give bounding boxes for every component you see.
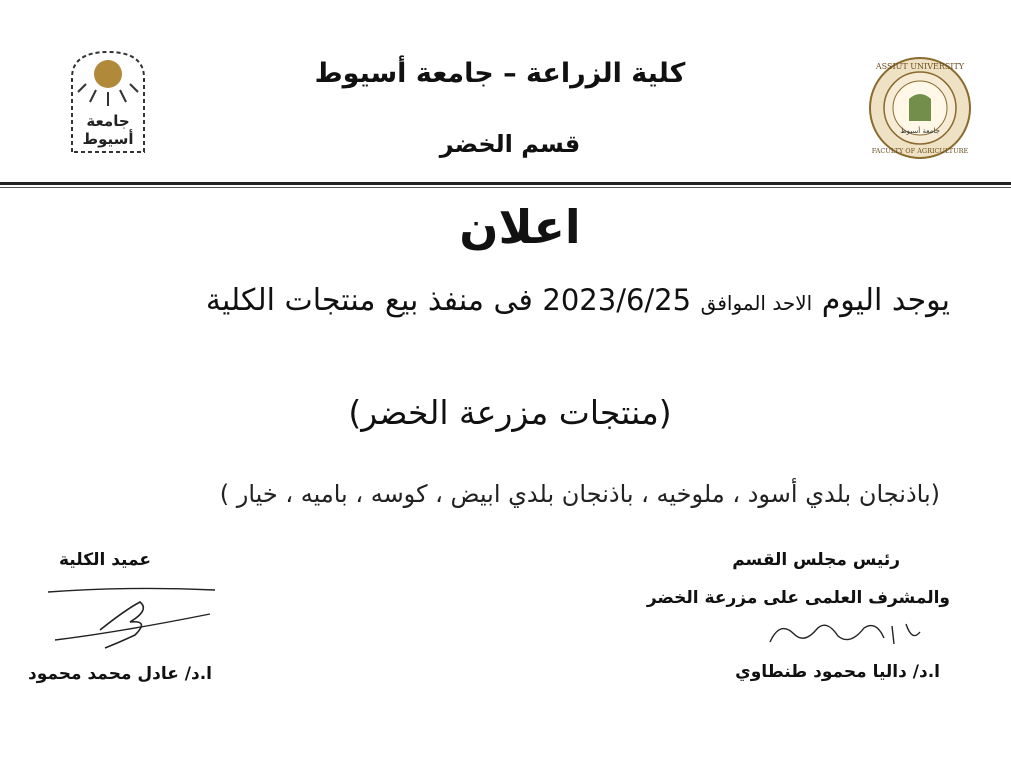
header-divider <box>0 182 1011 185</box>
department-heading: قسم الخضر <box>439 130 581 158</box>
svg-text:جامعة أسيوط: جامعة أسيوط <box>900 127 940 135</box>
dean-name: ا.د/ عادل محمد محمود <box>28 664 212 684</box>
announcement-start: يوجد اليوم <box>821 283 950 318</box>
announcement-end: فى منفذ بيع منتجات الكلية <box>205 283 533 318</box>
announcement-title: اعلان <box>459 200 581 254</box>
dean-title: عميد الكلية <box>59 550 151 570</box>
svg-text:ASSIUT UNIVERSITY: ASSIUT UNIVERSITY <box>875 62 965 71</box>
products-list: (باذنجان بلدي أسود ، ملوخيه ، باذنجان بلدي ابيض ، كوسه ، باميه ، خيار ) <box>219 480 940 508</box>
products-title: (منتجات مزرعة الخضر) <box>348 393 672 432</box>
department-head-signature-icon <box>760 612 930 652</box>
svg-text:جامعة: جامعة <box>86 112 130 130</box>
header-divider-thin <box>0 187 1011 188</box>
svg-text:أسيوط: أسيوط <box>82 130 134 148</box>
department-head-title: رئيس مجلس القسم <box>732 550 900 570</box>
farm-supervisor-title: والمشرف العلمى على مزرعة الخضر <box>646 588 950 608</box>
faculty-heading: كلية الزراعة – جامعة أسيوط <box>314 58 686 89</box>
announcement-day: الاحد الموافق <box>700 291 813 315</box>
announcement-text <box>60 283 950 318</box>
svg-text:FACULTY OF AGRICULTURE: FACULTY OF AGRICULTURE <box>871 147 969 155</box>
dean-signature-icon <box>30 580 230 665</box>
department-head-name: ا.د/ داليا محمود طنطاوي <box>735 662 940 682</box>
faculty-of-agriculture-seal-icon <box>867 55 973 161</box>
announcement-date: 2023/6/25 <box>542 283 692 317</box>
assiut-university-logo-icon <box>64 48 152 156</box>
